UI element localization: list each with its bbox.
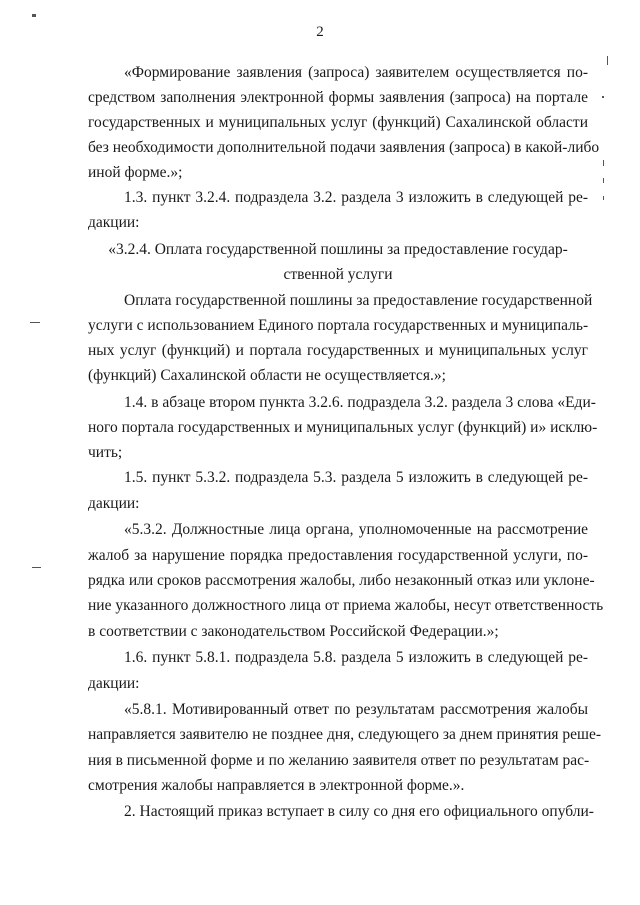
text-line: чить;: [88, 444, 123, 461]
text-line: дакции:: [88, 675, 140, 692]
text-line: 2. Настоящий приказ вступает в силу со дня его официального опубли-: [124, 803, 594, 820]
text-line: услуги с использованием Единого портала государственных и муниципаль-: [88, 317, 589, 334]
scan-speck: [603, 196, 604, 200]
scan-speck: [607, 56, 608, 65]
scan-speck: [30, 322, 40, 323]
text-line: без необходимости дополнительной подачи заявления (запроса) в какой-либо: [88, 139, 600, 156]
scan-speck: [603, 160, 604, 166]
scan-speck: [32, 567, 41, 568]
text-line: смотрения жалобы направляется в электронной форме.».: [88, 777, 465, 794]
text-line: дакции:: [88, 214, 140, 231]
text-line: иной форме.»;: [88, 164, 183, 181]
text-line: ных услуг (функций) и портала государственных и муниципальных услуг: [88, 342, 588, 359]
text-line: 1.6. пункт 5.8.1. подраздела 5.8. раздела 5 изложить в следующей ре-: [124, 649, 588, 666]
text-line: 1.4. в абзаце втором пункта 3.2.6. подраздела 3.2. раздела 3 слова «Еди-: [124, 394, 596, 411]
text-line: 1.3. пункт 3.2.4. подраздела 3.2. раздела 3 изложить в следующей ре-: [124, 189, 588, 206]
text-line: (функций) Сахалинской области не осуществляется.»;: [88, 367, 446, 384]
text-line: государственных и муниципальных услуг (функций) Сахалинской области: [88, 114, 588, 131]
section-heading: «3.2.4. Оплата государственной пошлины за предоставление государ-: [108, 241, 568, 258]
text-line: дакции:: [88, 495, 140, 512]
scan-speck: [602, 96, 604, 98]
text-line: 1.5. пункт 5.3.2. подраздела 5.3. раздела 5 изложить в следующей ре-: [124, 469, 588, 486]
text-line: Оплата государственной пошлины за предоставление государственной: [124, 292, 593, 309]
scan-speck: [603, 178, 604, 183]
text-line: «5.3.2. Должностные лица органа, уполномоченные на рассмотрение: [124, 521, 588, 538]
scan-speck: [32, 14, 36, 17]
text-line: направляется заявителю не позднее дня, следующего за днем принятия реше-: [88, 726, 601, 743]
page-number: 2: [316, 24, 324, 40]
text-line: в соответствии с законодательством Российской Федерации.»;: [88, 623, 499, 640]
text-line: жалоб за нарушение порядка предоставления государственной услуги, по-: [88, 547, 588, 564]
text-line: «5.8.1. Мотивированный ответ по результатам рассмотрения жалобы: [124, 701, 588, 718]
text-line: средством заполнения электронной формы заявления (запроса) на портале: [88, 89, 588, 106]
text-line: ного портала государственных и муниципальных услуг (функций) и» исклю-: [88, 419, 598, 436]
text-line: рядка или сроков рассмотрения жалобы, либо незаконный отказ или уклоне-: [88, 572, 595, 589]
text-line: ние указанного должностного лица от приема жалобы, несут ответственность: [88, 597, 604, 614]
section-heading: ственной услуги: [283, 266, 393, 283]
text-line: «Формирование заявления (запроса) заявителем осуществляется по-: [124, 64, 588, 81]
text-line: ния в письменной форме и по желанию заявителя ответ по результатам рас-: [88, 752, 590, 769]
